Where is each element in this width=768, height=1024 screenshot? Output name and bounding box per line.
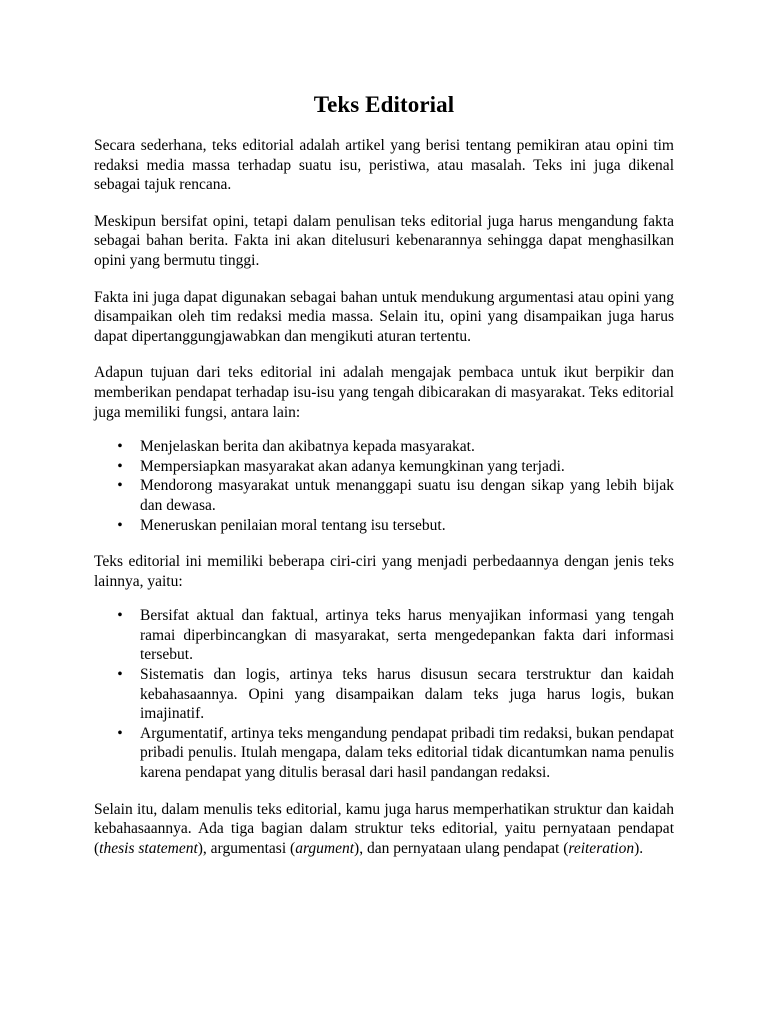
bullet-icon: • (117, 516, 123, 534)
bullet-icon: • (117, 457, 123, 475)
term-reiteration: reiteration (568, 839, 635, 857)
paragraph-tujuan: Adapun tujuan dari teks editorial ini adalah mengajak pembaca untuk ikut berpikir dan memberikan pendapat terhadap isu-isu yang tengah dibicarakan di masyarakat. Teks editorial juga memiliki fungsi, antara lain: (94, 364, 674, 421)
list-item-text: Bersifat aktual dan faktual, artinya teks harus menyajikan informasi yang tengah ramai diperbincangkan di masyarakat, serta mengedepankan fakta dari informasi tersebut. (140, 607, 674, 664)
list-item-text: Mempersiapkan masyarakat akan adanya kemungkinan yang terjadi. (140, 457, 565, 475)
struktur-text-3: ), dan pernyataan ulang pendapat ( (354, 839, 569, 857)
list-item (94, 437, 674, 457)
list-item (94, 457, 674, 477)
term-argument: argument (295, 839, 355, 857)
list-item-text: Menjelaskan berita dan akibatnya kepada masyarakat. (140, 438, 475, 456)
bullet-icon: • (117, 666, 123, 684)
document-page (94, 0, 674, 858)
paragraph-argumentasi: Fakta ini juga dapat digunakan sebagai bahan untuk mendukung argumentasi atau opini yang disampaikan oleh tim redaksi media massa. Selain itu, opini yang disampaikan juga harus dapat dipertanggungjawabkan dan mengikuti aturan tertentu. (94, 288, 674, 345)
page-title: Teks Editorial (313, 92, 455, 117)
bullet-icon: • (117, 438, 123, 456)
struktur-text-1: Selain itu, dalam menulis teks editorial, kamu juga harus memperhatikan struktur dan kaidah kebahasaannya. Ada tiga bagian dalam struktur teks editorial, yaitu pernyataan pendapat ( (94, 800, 674, 857)
paragraph-ciri: Teks editorial ini memiliki beberapa ciri-ciri yang menjadi perbedaannya dengan jenis teks lainnya, yaitu: (94, 553, 674, 590)
struktur-text-4: ). (634, 839, 644, 857)
list-item (94, 665, 674, 724)
bullet-icon: • (117, 724, 123, 742)
paragraph-definition: Secara sederhana, teks editorial adalah artikel yang berisi tentang pemikiran atau opini tim redaksi media massa terhadap suatu isu, peristiwa, atau masalah. Teks ini juga dikenal sebagai tajuk rencana. (94, 137, 674, 194)
list-item-text: Sistematis dan logis, artinya teks harus disusun secara terstruktur dan kaidah kebahasaannya. Opini yang disampaikan dalam teks juga harus logis, bukan imajinatif. (140, 666, 674, 723)
term-thesis-statement: thesis statement (99, 839, 198, 857)
struktur-text-2: ), argumentasi ( (197, 839, 296, 857)
bullet-icon: • (117, 477, 123, 495)
list-item-text: Meneruskan penilaian moral tentang isu tersebut. (140, 516, 446, 534)
ciri-list (94, 606, 674, 782)
list-item-text: Argumentatif, artinya teks mengandung pendapat pribadi tim redaksi, bukan pendapat pribadi penulis. Itulah mengapa, dalam teks editorial tidak dicantumkan nama penulis karena pendapat yang ditulis berasal dari hasil pandangan redaksi. (140, 724, 674, 782)
fungsi-list (94, 437, 674, 535)
list-item (94, 724, 674, 783)
list-item-text: Mendorong masyarakat untuk menanggapi suatu isu dengan sikap yang lebih bijak dan dewasa. (140, 477, 674, 514)
paragraph-struktur (94, 800, 674, 859)
list-item (94, 476, 674, 515)
list-item (94, 606, 674, 665)
paragraph-fakta: Meskipun bersifat opini, tetapi dalam penulisan teks editorial juga harus mengandung fakta sebagai bahan berita. Fakta ini akan ditelusuri kebenarannya sehingga dapat menghasilkan opini yang bermutu tinggi. (94, 212, 674, 269)
list-item (94, 516, 674, 536)
bullet-icon: • (117, 607, 123, 625)
